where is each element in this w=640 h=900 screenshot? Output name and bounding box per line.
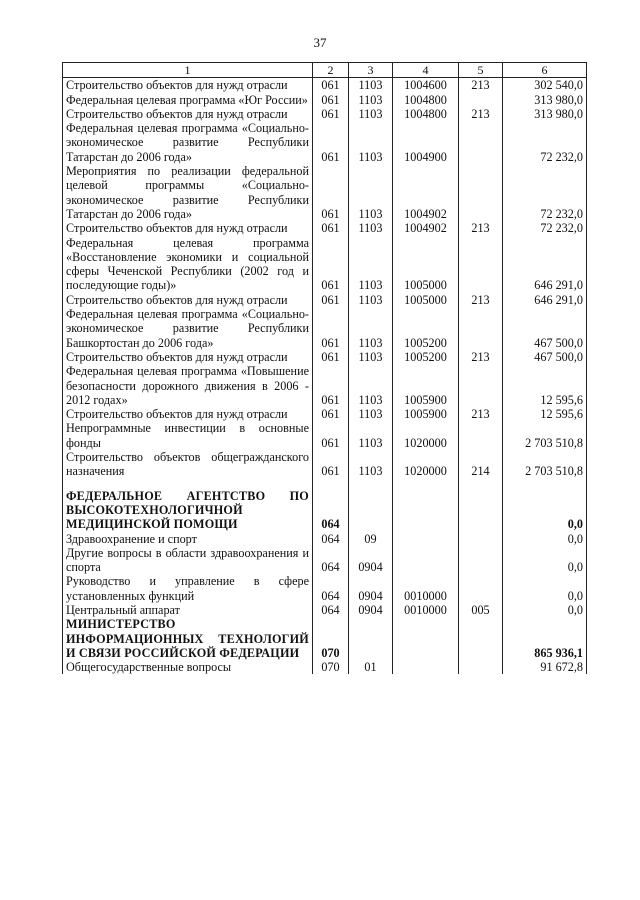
row-sum-cell: 0,0 (503, 546, 587, 575)
table-row (63, 221, 587, 235)
row-sum-cell: 313 980,0 (503, 107, 587, 121)
row-sum-cell: 0,0 (503, 532, 587, 546)
row-col4-cell (393, 546, 459, 575)
row-name-cell (63, 479, 313, 489)
row-col4-cell: 0010000 (393, 574, 459, 603)
row-col3-cell: 1103 (349, 221, 393, 235)
row-sum-cell: 865 936,1 (503, 617, 587, 660)
row-col4-cell (393, 532, 459, 546)
row-col3-cell: 1103 (349, 407, 393, 421)
row-col5-cell: 213 (459, 78, 503, 93)
row-col5-cell (459, 546, 503, 575)
row-col2-cell: 061 (313, 407, 349, 421)
row-name-cell: Федеральная целевая программа «Социально-экономическое развитие Республики Башкортостан до 2006 года» (63, 307, 313, 350)
row-col4-cell: 1004902 (393, 221, 459, 235)
table-row (63, 407, 587, 421)
row-name-cell: Непрограммные инвестиции в основные фонды (63, 421, 313, 450)
row-col2-cell: 064 (313, 489, 349, 532)
row-col5-cell (459, 660, 503, 674)
row-col5-cell (459, 489, 503, 532)
row-col3-cell: 1103 (349, 236, 393, 293)
row-col2-cell (313, 479, 349, 489)
row-col3-cell: 1103 (349, 450, 393, 479)
row-col5-cell (459, 532, 503, 546)
row-col5-cell (459, 479, 503, 489)
row-col3-cell (349, 479, 393, 489)
row-col3-cell: 1103 (349, 350, 393, 364)
row-name-cell: Федеральная целевая программа «Повышение безопасности дорожного движения в 2006 - 2012 годах» (63, 364, 313, 407)
row-name-cell: Руководство и управление в сфере установленных функций (63, 574, 313, 603)
row-col3-cell: 1103 (349, 107, 393, 121)
row-name-cell: Федеральная целевая программа «Социально-экономическое развитие Республики Татарстан до 2006 года» (63, 121, 313, 164)
table-row (63, 350, 587, 364)
row-col4-cell: 1004800 (393, 93, 459, 107)
row-col4-cell: 1005900 (393, 407, 459, 421)
table-row (63, 660, 587, 674)
row-col3-cell: 0904 (349, 603, 393, 617)
row-col5-cell: 213 (459, 407, 503, 421)
row-name-cell: Строительство объектов для нужд отрасли (63, 107, 313, 121)
row-col2-cell: 061 (313, 78, 349, 93)
row-col2-cell: 070 (313, 660, 349, 674)
row-col4-cell (393, 660, 459, 674)
row-col3-cell: 1103 (349, 364, 393, 407)
table-row (63, 364, 587, 407)
row-col4-cell: 1004902 (393, 164, 459, 221)
row-col5-cell: 214 (459, 450, 503, 479)
table-row (63, 603, 587, 617)
column-header-1: 1 (63, 63, 313, 78)
row-col5-cell (459, 236, 503, 293)
row-sum-cell: 91 672,8 (503, 660, 587, 674)
row-col4-cell (393, 617, 459, 660)
row-col3-cell: 1103 (349, 293, 393, 307)
row-col2-cell: 064 (313, 574, 349, 603)
row-name-cell: Здравоохранение и спорт (63, 532, 313, 546)
row-name-cell: МИНИСТЕРСТВО ИНФОРМАЦИОННЫХ ТЕХНОЛОГИЙ И СВЯЗИ РОССИЙСКОЙ ФЕДЕРАЦИИ (63, 617, 313, 660)
row-col5-cell: 213 (459, 350, 503, 364)
column-header-4: 4 (393, 63, 459, 78)
row-col4-cell: 1005200 (393, 307, 459, 350)
table-row (63, 574, 587, 603)
row-sum-cell: 72 232,0 (503, 164, 587, 221)
row-col2-cell: 061 (313, 107, 349, 121)
row-col4-cell: 1004800 (393, 107, 459, 121)
row-sum-cell: 0,0 (503, 603, 587, 617)
row-col3-cell: 1103 (349, 93, 393, 107)
row-sum-cell: 467 500,0 (503, 350, 587, 364)
row-sum-cell: 302 540,0 (503, 78, 587, 93)
row-col4-cell: 1004600 (393, 78, 459, 93)
table-row (63, 421, 587, 450)
column-header-2: 2 (313, 63, 349, 78)
row-col3-cell (349, 617, 393, 660)
row-col2-cell: 061 (313, 307, 349, 350)
row-col5-cell: 213 (459, 107, 503, 121)
row-col3-cell: 1103 (349, 307, 393, 350)
table-row (63, 293, 587, 307)
row-col3-cell: 0904 (349, 574, 393, 603)
row-col2-cell: 061 (313, 164, 349, 221)
row-col5-cell (459, 574, 503, 603)
table-row (63, 450, 587, 479)
table-row (63, 532, 587, 546)
row-sum-cell: 2 703 510,8 (503, 421, 587, 450)
table-header-row (63, 63, 587, 78)
row-col2-cell: 070 (313, 617, 349, 660)
row-sum-cell: 12 595,6 (503, 364, 587, 407)
row-col5-cell (459, 121, 503, 164)
row-col3-cell: 1103 (349, 421, 393, 450)
row-col2-cell: 064 (313, 546, 349, 575)
row-sum-cell: 72 232,0 (503, 121, 587, 164)
row-col2-cell: 061 (313, 350, 349, 364)
column-header-3: 3 (349, 63, 393, 78)
budget-table (62, 62, 587, 674)
row-col2-cell: 061 (313, 221, 349, 235)
row-sum-cell: 12 595,6 (503, 407, 587, 421)
table-row (63, 617, 587, 660)
row-col5-cell (459, 307, 503, 350)
row-sum-cell: 72 232,0 (503, 221, 587, 235)
row-sum-cell: 646 291,0 (503, 236, 587, 293)
row-col5-cell: 005 (459, 603, 503, 617)
table-row (63, 546, 587, 575)
table-row (63, 93, 587, 107)
row-name-cell: Федеральная целевая программа «Восстановление экономики и социальной сферы Чеченской Республики (2002 год и последующие годы)» (63, 236, 313, 293)
row-sum-cell: 2 703 510,8 (503, 450, 587, 479)
row-col2-cell: 061 (313, 236, 349, 293)
row-col3-cell: 1103 (349, 164, 393, 221)
column-header-6: 6 (503, 63, 587, 78)
spacer-row (63, 479, 587, 489)
row-col2-cell: 061 (313, 121, 349, 164)
row-col3-cell (349, 489, 393, 532)
row-name-cell: Другие вопросы в области здравоохранения и спорта (63, 546, 313, 575)
row-sum-cell: 0,0 (503, 574, 587, 603)
row-col2-cell: 061 (313, 364, 349, 407)
row-col2-cell: 061 (313, 450, 349, 479)
row-col2-cell: 061 (313, 93, 349, 107)
row-col4-cell: 1005200 (393, 350, 459, 364)
row-name-cell: ФЕДЕРАЛЬНОЕ АГЕНТСТВО ПО ВЫСОКОТЕХНОЛОГИЧНОЙ МЕДИЦИНСКОЙ ПОМОЩИ (63, 489, 313, 532)
table-row (63, 107, 587, 121)
row-col5-cell (459, 617, 503, 660)
row-col4-cell: 1005000 (393, 236, 459, 293)
table-row (63, 489, 587, 532)
table-row (63, 164, 587, 221)
row-name-cell: Строительство объектов общегражданского назначения (63, 450, 313, 479)
table-row (63, 307, 587, 350)
row-col4-cell: 1005000 (393, 293, 459, 307)
row-col5-cell (459, 164, 503, 221)
page-number: 37 (313, 35, 327, 50)
row-col3-cell: 1103 (349, 78, 393, 93)
row-col2-cell: 064 (313, 603, 349, 617)
table-row (63, 121, 587, 164)
row-name-cell: Строительство объектов для нужд отрасли (63, 221, 313, 235)
row-sum-cell: 646 291,0 (503, 293, 587, 307)
row-col2-cell: 064 (313, 532, 349, 546)
row-col5-cell: 213 (459, 293, 503, 307)
row-sum-cell: 0,0 (503, 489, 587, 532)
row-col5-cell: 213 (459, 221, 503, 235)
row-col2-cell: 061 (313, 421, 349, 450)
row-sum-cell: 313 980,0 (503, 93, 587, 107)
table-row (63, 78, 587, 93)
row-col3-cell: 09 (349, 532, 393, 546)
row-sum-cell (503, 479, 587, 489)
row-col5-cell (459, 421, 503, 450)
row-col3-cell: 01 (349, 660, 393, 674)
row-col4-cell: 1004900 (393, 121, 459, 164)
row-col2-cell: 061 (313, 293, 349, 307)
row-col3-cell: 0904 (349, 546, 393, 575)
row-name-cell: Строительство объектов для нужд отрасли (63, 407, 313, 421)
row-col4-cell: 1020000 (393, 421, 459, 450)
row-col4-cell (393, 479, 459, 489)
row-col4-cell (393, 489, 459, 532)
row-name-cell: Центральный аппарат (63, 603, 313, 617)
row-col4-cell: 1020000 (393, 450, 459, 479)
row-name-cell: Строительство объектов для нужд отрасли (63, 350, 313, 364)
row-name-cell: Строительство объектов для нужд отрасли (63, 293, 313, 307)
row-name-cell: Федеральная целевая программа «Юг России» (63, 93, 313, 107)
row-col4-cell: 1005900 (393, 364, 459, 407)
column-header-5: 5 (459, 63, 503, 78)
row-sum-cell: 467 500,0 (503, 307, 587, 350)
row-col5-cell (459, 93, 503, 107)
row-col3-cell: 1103 (349, 121, 393, 164)
table-row (63, 236, 587, 293)
row-name-cell: Строительство объектов для нужд отрасли (63, 78, 313, 93)
row-col5-cell (459, 364, 503, 407)
row-col4-cell: 0010000 (393, 603, 459, 617)
row-name-cell: Общегосударственные вопросы (63, 660, 313, 674)
row-name-cell: Мероприятия по реализации федеральной целевой программы «Социально-экономическое развитие Республики Татарстан до 2006 года» (63, 164, 313, 221)
